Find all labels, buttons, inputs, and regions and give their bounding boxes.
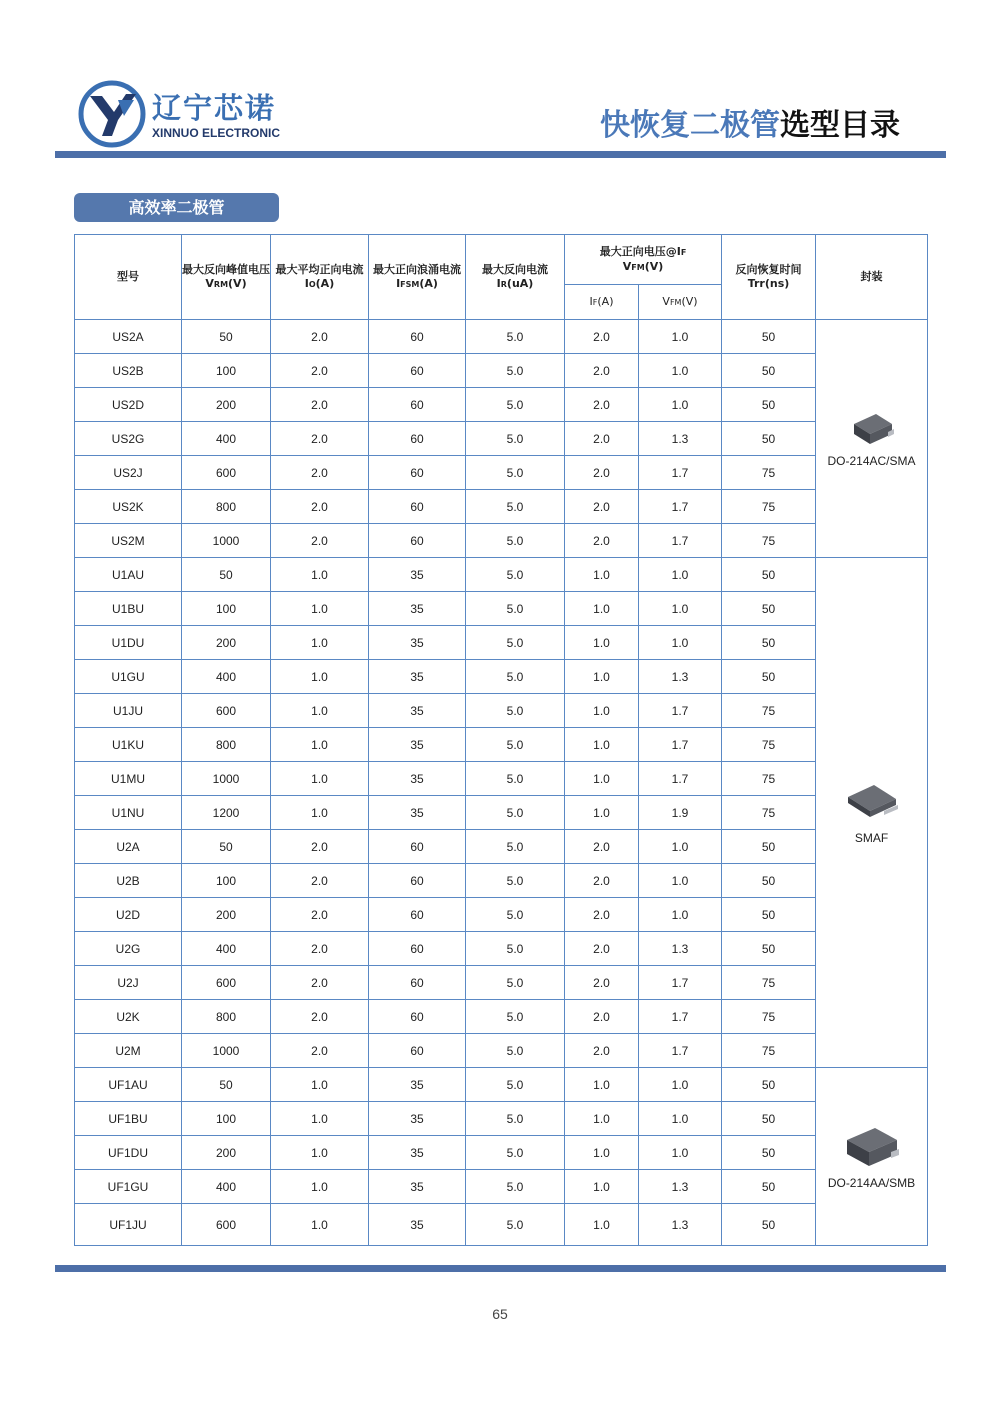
table-row	[75, 830, 928, 864]
footer-divider	[55, 1265, 946, 1272]
cell-ir: 5.0	[466, 558, 565, 592]
cell-io: 2.0	[271, 864, 369, 898]
cell-vfm: 1.7	[639, 1000, 722, 1034]
cell-vrm: 100	[182, 354, 271, 388]
cell-vrm: 600	[182, 1204, 271, 1246]
cell-model: U2G	[75, 932, 182, 966]
cell-if: 1.0	[565, 558, 639, 592]
cell-vrm: 800	[182, 490, 271, 524]
cell-ir: 5.0	[466, 1102, 565, 1136]
cell-model: U1DU	[75, 626, 182, 660]
cell-if: 2.0	[565, 524, 639, 558]
cell-if: 2.0	[565, 830, 639, 864]
cell-ir: 5.0	[466, 728, 565, 762]
header-ir: 最大反向电流 IR(uA)	[466, 235, 565, 320]
cell-io: 2.0	[271, 1034, 369, 1068]
cell-io: 2.0	[271, 320, 369, 354]
table-row	[75, 592, 928, 626]
cell-ir: 5.0	[466, 932, 565, 966]
cell-package	[816, 320, 928, 558]
cell-ifsm: 60	[369, 490, 466, 524]
table-row	[75, 524, 928, 558]
cell-trr: 75	[722, 456, 816, 490]
cell-model: UF1BU	[75, 1102, 182, 1136]
cell-vfm: 1.7	[639, 524, 722, 558]
table-row	[75, 1068, 928, 1102]
logo-chinese-name: 辽宁芯诺	[152, 91, 277, 125]
header-package: 封装	[816, 235, 928, 320]
cell-vfm: 1.7	[639, 1034, 722, 1068]
cell-trr: 50	[722, 354, 816, 388]
cell-if: 1.0	[565, 796, 639, 830]
cell-ir: 5.0	[466, 1068, 565, 1102]
cell-trr: 50	[722, 660, 816, 694]
table-row	[75, 422, 928, 456]
cell-model: UF1JU	[75, 1204, 182, 1246]
cell-ifsm: 60	[369, 1000, 466, 1034]
cell-vrm: 200	[182, 898, 271, 932]
table-row	[75, 660, 928, 694]
cell-io: 1.0	[271, 660, 369, 694]
cell-ir: 5.0	[466, 422, 565, 456]
cell-vfm: 1.7	[639, 966, 722, 1000]
cell-ifsm: 35	[369, 660, 466, 694]
cell-vrm: 800	[182, 728, 271, 762]
table-row	[75, 728, 928, 762]
header-vfm-group: 最大正向电压@IF VFM(V)	[565, 235, 722, 285]
cell-ir: 5.0	[466, 898, 565, 932]
cell-vrm: 50	[182, 320, 271, 354]
table-row	[75, 354, 928, 388]
cell-trr: 75	[722, 796, 816, 830]
cell-ifsm: 60	[369, 524, 466, 558]
header-if: IF(A)	[565, 285, 639, 320]
cell-io: 1.0	[271, 728, 369, 762]
table-row	[75, 966, 928, 1000]
cell-io: 1.0	[271, 762, 369, 796]
header-vfm: VFM(V)	[639, 285, 722, 320]
cell-io: 2.0	[271, 422, 369, 456]
section-label: 高效率二极管	[74, 193, 279, 222]
cell-vfm: 1.7	[639, 490, 722, 524]
table-row	[75, 1136, 928, 1170]
cell-vfm: 1.9	[639, 796, 722, 830]
cell-if: 1.0	[565, 1102, 639, 1136]
cell-package	[816, 558, 928, 1068]
spec-table	[74, 234, 928, 1246]
cell-if: 1.0	[565, 592, 639, 626]
cell-vfm: 1.0	[639, 320, 722, 354]
cell-ifsm: 35	[369, 1136, 466, 1170]
cell-trr: 75	[722, 1034, 816, 1068]
cell-ir: 5.0	[466, 1204, 565, 1246]
table-row	[75, 490, 928, 524]
cell-ifsm: 35	[369, 796, 466, 830]
cell-package	[816, 1068, 928, 1246]
cell-trr: 75	[722, 762, 816, 796]
header-model: 型号	[75, 235, 182, 320]
cell-vfm: 1.0	[639, 1102, 722, 1136]
cell-vrm: 100	[182, 592, 271, 626]
table-row	[75, 1170, 928, 1204]
cell-if: 2.0	[565, 456, 639, 490]
cell-io: 1.0	[271, 626, 369, 660]
cell-if: 2.0	[565, 898, 639, 932]
table-row	[75, 456, 928, 490]
cell-vfm: 1.3	[639, 1204, 722, 1246]
cell-io: 1.0	[271, 592, 369, 626]
page-title	[600, 100, 900, 144]
cell-trr: 50	[722, 592, 816, 626]
cell-vrm: 1000	[182, 1034, 271, 1068]
page-number: 65	[492, 1306, 508, 1322]
cell-if: 2.0	[565, 1000, 639, 1034]
table-row	[75, 796, 928, 830]
cell-ir: 5.0	[466, 592, 565, 626]
cell-io: 1.0	[271, 1170, 369, 1204]
package-name: SMAF	[854, 830, 889, 845]
cell-trr: 75	[722, 1000, 816, 1034]
cell-vfm: 1.0	[639, 354, 722, 388]
cell-ir: 5.0	[466, 830, 565, 864]
package-name: DO-214AA/SMB	[827, 1175, 916, 1190]
cell-vfm: 1.0	[639, 1068, 722, 1102]
cell-vfm: 1.3	[639, 932, 722, 966]
cell-trr: 75	[722, 524, 816, 558]
cell-io: 1.0	[271, 558, 369, 592]
cell-vfm: 1.7	[639, 694, 722, 728]
cell-model: U1MU	[75, 762, 182, 796]
cell-if: 2.0	[565, 354, 639, 388]
cell-if: 2.0	[565, 966, 639, 1000]
xinnuo-logo-icon	[78, 80, 146, 148]
cell-vrm: 400	[182, 422, 271, 456]
table-row	[75, 1102, 928, 1136]
cell-if: 1.0	[565, 1170, 639, 1204]
cell-if: 1.0	[565, 1136, 639, 1170]
title-rest: 选型目录	[780, 108, 900, 143]
cell-ifsm: 35	[369, 728, 466, 762]
cell-vfm: 1.0	[639, 558, 722, 592]
cell-io: 2.0	[271, 490, 369, 524]
cell-trr: 50	[722, 422, 816, 456]
cell-io: 2.0	[271, 354, 369, 388]
cell-vrm: 200	[182, 1136, 271, 1170]
table-row	[75, 762, 928, 796]
cell-vrm: 200	[182, 626, 271, 660]
cell-trr: 75	[722, 490, 816, 524]
cell-vrm: 600	[182, 694, 271, 728]
cell-trr: 50	[722, 1204, 816, 1246]
cell-io: 2.0	[271, 1000, 369, 1034]
table-row	[75, 1204, 928, 1246]
cell-if: 2.0	[565, 388, 639, 422]
cell-vfm: 1.7	[639, 762, 722, 796]
header-vrm: 最大反向峰值电压 VRM(V)	[182, 235, 271, 320]
cell-model: US2G	[75, 422, 182, 456]
cell-ir: 5.0	[466, 796, 565, 830]
cell-model: US2D	[75, 388, 182, 422]
cell-vfm: 1.0	[639, 1136, 722, 1170]
cell-model: U1NU	[75, 796, 182, 830]
cell-model: U1AU	[75, 558, 182, 592]
cell-if: 2.0	[565, 864, 639, 898]
table-row	[75, 864, 928, 898]
cell-ir: 5.0	[466, 966, 565, 1000]
cell-trr: 50	[722, 1170, 816, 1204]
cell-ifsm: 60	[369, 388, 466, 422]
cell-if: 2.0	[565, 490, 639, 524]
cell-ir: 5.0	[466, 694, 565, 728]
cell-ir: 5.0	[466, 762, 565, 796]
cell-ifsm: 35	[369, 762, 466, 796]
cell-trr: 50	[722, 626, 816, 660]
cell-vrm: 400	[182, 932, 271, 966]
cell-model: US2A	[75, 320, 182, 354]
cell-vfm: 1.7	[639, 728, 722, 762]
cell-trr: 75	[722, 728, 816, 762]
cell-ir: 5.0	[466, 490, 565, 524]
cell-vfm: 1.0	[639, 626, 722, 660]
cell-ir: 5.0	[466, 864, 565, 898]
cell-ir: 5.0	[466, 1170, 565, 1204]
header-io: 最大平均正向电流 IO(A)	[271, 235, 369, 320]
cell-io: 1.0	[271, 1136, 369, 1170]
table-row	[75, 932, 928, 966]
table-row	[75, 694, 928, 728]
cell-trr: 50	[722, 388, 816, 422]
cell-vrm: 200	[182, 388, 271, 422]
header-divider	[55, 151, 946, 158]
cell-trr: 50	[722, 898, 816, 932]
cell-model: US2J	[75, 456, 182, 490]
cell-ir: 5.0	[466, 524, 565, 558]
cell-ifsm: 60	[369, 898, 466, 932]
cell-ifsm: 60	[369, 354, 466, 388]
cell-trr: 50	[722, 558, 816, 592]
table-row	[75, 1000, 928, 1034]
cell-model: U2J	[75, 966, 182, 1000]
cell-ir: 5.0	[466, 1034, 565, 1068]
cell-ir: 5.0	[466, 626, 565, 660]
cell-vfm: 1.0	[639, 830, 722, 864]
cell-io: 2.0	[271, 388, 369, 422]
cell-ifsm: 35	[369, 626, 466, 660]
cell-ifsm: 60	[369, 830, 466, 864]
cell-io: 2.0	[271, 456, 369, 490]
cell-trr: 50	[722, 864, 816, 898]
cell-ir: 5.0	[466, 1000, 565, 1034]
cell-ifsm: 60	[369, 966, 466, 1000]
cell-vrm: 600	[182, 456, 271, 490]
cell-if: 1.0	[565, 1068, 639, 1102]
cell-trr: 75	[722, 694, 816, 728]
cell-vrm: 100	[182, 864, 271, 898]
cell-if: 2.0	[565, 320, 639, 354]
cell-model: UF1DU	[75, 1136, 182, 1170]
cell-vfm: 1.7	[639, 456, 722, 490]
cell-if: 1.0	[565, 1204, 639, 1246]
cell-model: U1KU	[75, 728, 182, 762]
cell-model: UF1AU	[75, 1068, 182, 1102]
cell-ifsm: 35	[369, 592, 466, 626]
cell-vrm: 1000	[182, 762, 271, 796]
table-row	[75, 898, 928, 932]
cell-model: UF1GU	[75, 1170, 182, 1204]
cell-if: 1.0	[565, 660, 639, 694]
cell-vrm: 100	[182, 1102, 271, 1136]
cell-ir: 5.0	[466, 354, 565, 388]
sma-package-icon	[816, 410, 927, 448]
cell-vrm: 800	[182, 1000, 271, 1034]
cell-if: 1.0	[565, 728, 639, 762]
cell-if: 1.0	[565, 694, 639, 728]
cell-vrm: 50	[182, 558, 271, 592]
cell-trr: 50	[722, 830, 816, 864]
cell-ifsm: 60	[369, 422, 466, 456]
cell-vrm: 400	[182, 1170, 271, 1204]
cell-ifsm: 60	[369, 932, 466, 966]
cell-ifsm: 35	[369, 1204, 466, 1246]
cell-io: 1.0	[271, 1204, 369, 1246]
cell-io: 2.0	[271, 830, 369, 864]
cell-vrm: 400	[182, 660, 271, 694]
cell-ifsm: 35	[369, 558, 466, 592]
header-trr: 反向恢复时间 Trr(ns)	[722, 235, 816, 320]
cell-ifsm: 60	[369, 864, 466, 898]
cell-model: US2M	[75, 524, 182, 558]
cell-model: U2B	[75, 864, 182, 898]
cell-vfm: 1.0	[639, 592, 722, 626]
cell-ifsm: 35	[369, 1102, 466, 1136]
cell-model: U2M	[75, 1034, 182, 1068]
cell-ir: 5.0	[466, 456, 565, 490]
cell-trr: 50	[722, 320, 816, 354]
header-ifsm: 最大正向浪涌电流 IFSM(A)	[369, 235, 466, 320]
cell-vfm: 1.3	[639, 422, 722, 456]
cell-vfm: 1.0	[639, 388, 722, 422]
cell-trr: 50	[722, 1068, 816, 1102]
cell-if: 2.0	[565, 932, 639, 966]
cell-if: 2.0	[565, 422, 639, 456]
company-logo	[78, 80, 281, 150]
package-name: DO-214AC/SMA	[827, 453, 916, 468]
cell-ir: 5.0	[466, 320, 565, 354]
table-row	[75, 388, 928, 422]
cell-io: 2.0	[271, 932, 369, 966]
cell-vfm: 1.0	[639, 898, 722, 932]
cell-ifsm: 35	[369, 694, 466, 728]
cell-vfm: 1.0	[639, 864, 722, 898]
cell-vrm: 50	[182, 1068, 271, 1102]
cell-if: 1.0	[565, 762, 639, 796]
cell-vrm: 1000	[182, 524, 271, 558]
cell-trr: 50	[722, 1136, 816, 1170]
cell-io: 2.0	[271, 898, 369, 932]
cell-vrm: 50	[182, 830, 271, 864]
cell-ir: 5.0	[466, 1136, 565, 1170]
cell-model: U1JU	[75, 694, 182, 728]
cell-vrm: 1200	[182, 796, 271, 830]
cell-model: U2D	[75, 898, 182, 932]
cell-model: U1GU	[75, 660, 182, 694]
cell-model: US2B	[75, 354, 182, 388]
cell-ifsm: 60	[369, 1034, 466, 1068]
cell-vrm: 600	[182, 966, 271, 1000]
cell-ifsm: 60	[369, 320, 466, 354]
cell-io: 1.0	[271, 694, 369, 728]
cell-io: 1.0	[271, 1102, 369, 1136]
cell-ifsm: 60	[369, 456, 466, 490]
cell-ir: 5.0	[466, 660, 565, 694]
cell-ir: 5.0	[466, 388, 565, 422]
cell-vfm: 1.3	[639, 1170, 722, 1204]
cell-io: 1.0	[271, 1068, 369, 1102]
table-row	[75, 626, 928, 660]
cell-vfm: 1.3	[639, 660, 722, 694]
cell-ifsm: 35	[369, 1170, 466, 1204]
smb-package-icon	[816, 1124, 927, 1170]
table-row	[75, 320, 928, 354]
cell-model: U1BU	[75, 592, 182, 626]
cell-io: 2.0	[271, 966, 369, 1000]
cell-model: U2A	[75, 830, 182, 864]
cell-trr: 50	[722, 1102, 816, 1136]
title-accent: 快恢复二极管	[600, 108, 780, 143]
cell-io: 1.0	[271, 796, 369, 830]
table-row	[75, 1034, 928, 1068]
smaf-package-icon	[816, 781, 927, 825]
table-row	[75, 558, 928, 592]
cell-io: 2.0	[271, 524, 369, 558]
logo-english-name: XINNUO ELECTRONIC	[152, 126, 281, 140]
cell-trr: 50	[722, 932, 816, 966]
cell-model: U2K	[75, 1000, 182, 1034]
cell-if: 1.0	[565, 626, 639, 660]
cell-model: US2K	[75, 490, 182, 524]
cell-if: 2.0	[565, 1034, 639, 1068]
cell-trr: 75	[722, 966, 816, 1000]
cell-ifsm: 35	[369, 1068, 466, 1102]
